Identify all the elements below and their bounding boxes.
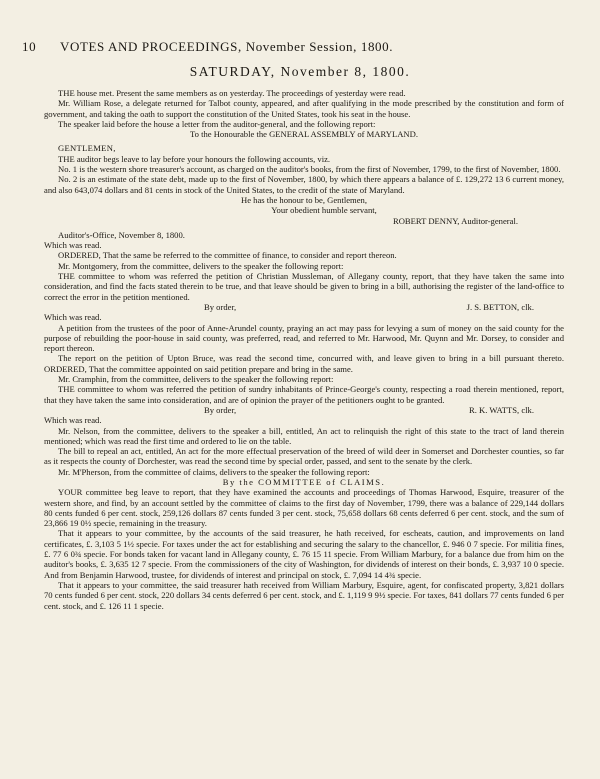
montgomery-report-intro: Mr. Montgomery, from the committee, delivers to the speaker the following report: [58,260,344,271]
which-was-read: Which was read. [44,415,102,426]
page-title: VOTES AND PROCEEDINGS, November Session, 1800. [60,39,394,54]
letter-line-3: No. 2 is an estimate of the state debt, made up to the first of November, 1800, by which there appears a balance of £. 129,272 13 6 current money, and also 643,074 dollars and 81 cents in stock of the United States, to the credit of the state of Maryland. [44,174,564,195]
paragraph-letter-intro: The speaker laid before the house a letter from the auditor-general, and the following report: [58,118,376,129]
cramphin-report-intro: Mr. Cramphin, from the committee, delivers to the speaker the following report: [58,374,334,385]
signature-watts-row: By order, R. K. WATTS, clk. [44,405,564,415]
claims-report-1: YOUR committee beg leave to report, that they have examined the accounts and proceedings of Thomas Harwood, Esquire, treasurer of the western shore, and find, by an account settled by the committee of claims to the first day of November, 1799, there was a balance of 229,144 dollars 80 cents funded 6 per cent. stock, 259,126 dollars 87 cents funded 3 per cent. stock, 75,658 dollars 68 cents deferred 6 per cent. stock, and the sum of 23,866 19 0½ specie, remaining in the treasury. [44,487,564,529]
page-number: 10 [22,39,37,54]
report-mussleman: THE committee to whom was referred the petition of Christian Mussleman, of Allegany county, report, that they have taken the same into consideration, and find the facts stated therein to be true, and that leave should be given to bring in a bill, authorising the register of the land-office to correct the error in the petition mentioned. [44,271,564,302]
petition-anne-arundel: A petition from the trustees of the poor of Anne-Arundel county, praying an act may pass for levying a sum of money on the said county for the purpose of rebuilding the poor-house in said county, was preferred, read, and referred to Mr. Harwood, Mr. Quynn and Mr. Dorsey, to consider and report thereon. [44,322,564,354]
which-was-read: Which was read. [44,312,102,323]
session-dateline: SATURDAY, November 8, 1800. [189,64,411,79]
claims-heading: By the COMMITTEE of CLAIMS. [222,476,386,487]
nelson-bill: Mr. Nelson, from the committee, delivers to the speaker a bill, entitled, An act to relinquish the right of this state to the tract of land therein mentioned; which was read the first time and ordered to lie on the table. [44,425,564,446]
bill-wild-deer: The bill to repeal an act, entitled, An act for the more effectual preservation of the breed of wild deer in Somerset and Dorchester counties, so far as it respects the county of Dorchester, was read the second time by special order, passed, and sent to the senate by the clerk. [44,446,564,467]
paragraph-rose-seated: Mr. William Rose, a delegate returned for Talbot county, appeared, and after qualifying in the mode prescribed by the constitution and form of government, and taking the oath to support the constitution of the United States, took his seat in the house. [44,98,564,119]
letter-closing-servant: Your obedient humble servant, [271,205,377,216]
report-prince-georges: THE committee to whom was referred the petition of sundry inhabitants of Prince-George's county, respecting a road therein mentioned, report, that they have taken the same into consideration, and are of opinion the prayer of the petitioners ought to be granted. [44,384,564,405]
signature-betton-row: By order, J. S. BETTON, clk. [44,302,564,312]
letter-salutation: GENTLEMEN, [58,143,116,154]
order-finance: ORDERED, That the same be referred to the committee of finance, to consider and report thereon. [58,250,397,261]
letter-closing: He has the honour to be, Gentlemen, [240,194,367,205]
claims-report-2: That it appears to your committee, by the accounts of the said treasurer, he hath received, for escheats, caution, and improvements on land certificates, £. 3,103 5 1½ specie. For taxes under the act for establishing and securing the salary to the chancellor, £. 946 0 7 specie. For militia fines, £. 77 6 0¾ specie. For bonds taken for vacant land in Allegany county, £. 76 15 11 specie. From William Marbury, for a balance due from him on the auditor's books, £. 3,635 12 7 specie. From the commissioners of the city of Washington, for dividends of interest on their bonds, £. 3,937 10 0 specie. And from Benjamin Harwood, trustee, for dividends of interest and principal on stock, £. 7,094 14 4¾ specie. [44,528,564,580]
claims-report-3: That it appears to your committee, the said treasurer hath received from William Marbury, Esquire, agent, for confiscated property, 3,821 dollars 70 cents funded 6 per cent. stock, 220 dollars 34 cents deferred 6 per cent. stock, and £. 1,119 9 9½ specie. For taxes, 841 dollars 77 cents funded 6 per cent. stock, and £. 126 11 1 specie. [44,579,564,611]
letter-address: To the Honourable the GENERAL ASSEMBLY of MARYLAND. [189,129,418,140]
signature-betton: J. S. BETTON, clk. [466,301,534,312]
paragraph-house-met: THE house met. Present the same members as on yesterday. The proceedings of yesterday were read. [58,88,406,98]
document-body [44,88,564,611]
report-upton-bruce: The report on the petition of Upton Bruce, was read the second time, concurred with, and leave given to bring in a bill pursuant thereto. ORDERED, That the committee appointed on said petition prepare and bring in the same. [44,353,564,374]
letter-line-1: THE auditor begs leave to lay before your honours the following accounts, viz. [58,153,331,164]
letter-line-2: No. 1 is the western shore treasurer's account, as charged on the auditor's books, from the first of November, 1799, to the first of November, 1800. [58,164,561,175]
which-was-read: Which was read. [44,240,102,251]
mpherson-report-intro: Mr. M'Pherson, from the committee of claims, delivers to the speaker the following report: [58,466,370,477]
office-dateline: Auditor's-Office, November 8, 1800. [58,229,185,240]
signature-denny: ROBERT DENNY, Auditor-general. [392,215,518,226]
signature-watts: R. K. WATTS, clk. [468,404,534,415]
